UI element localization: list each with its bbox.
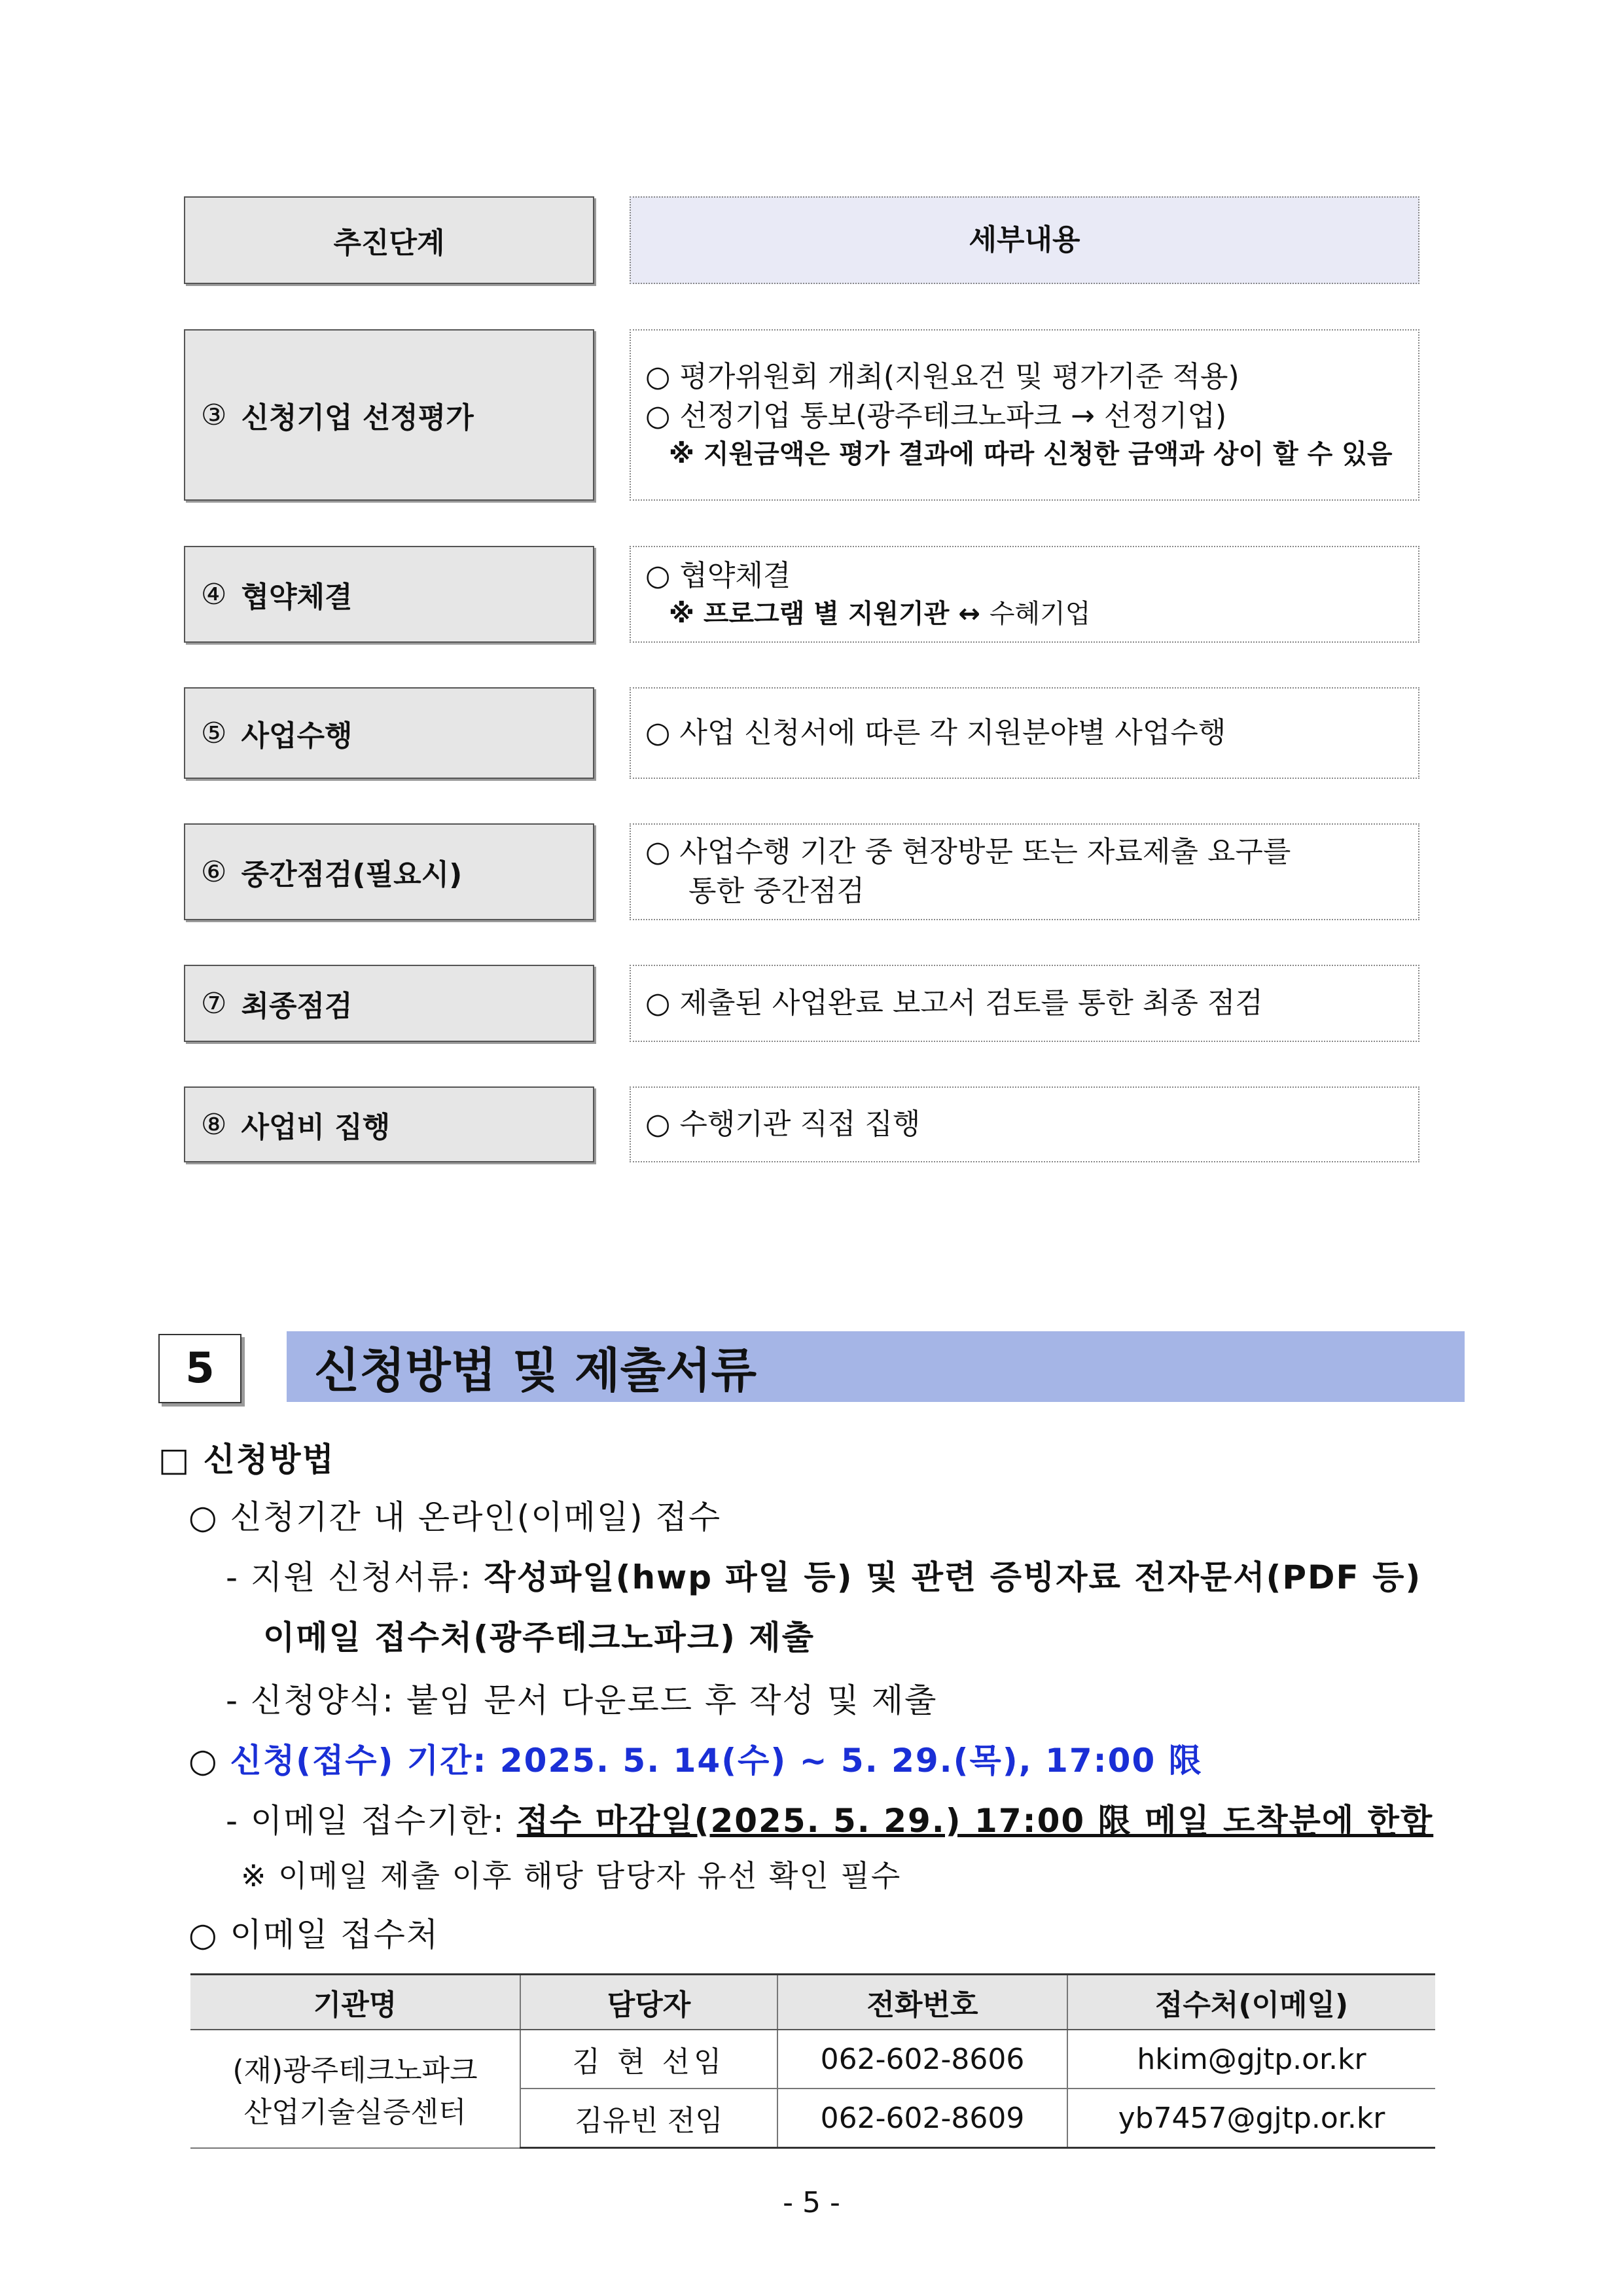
stage-number: ③ [201, 398, 227, 432]
method-line2-bold: 작성파일(hwp 파일 등) 및 관련 증빙자료 전자문서(PDF 등) [484, 1558, 1422, 1596]
stage-row-8 [184, 1086, 594, 1162]
stage-label: 사업수행 [241, 719, 353, 753]
contacts-header: 전화번호 [777, 1975, 1067, 2030]
period-line [188, 1734, 1203, 1782]
detail-header [630, 196, 1419, 284]
detail-item: ○ 제출된 사업완료 보고서 검토를 통한 최종 점검 [645, 986, 1263, 1020]
stage-label: 최종점검 [241, 990, 353, 1023]
stage-header-label: 추진단계 [333, 226, 445, 260]
section-title-bar [287, 1331, 1465, 1402]
phone-cell: 062-602-8609 [777, 2089, 1067, 2148]
stage-row-4 [184, 546, 594, 643]
phone-cell: 062-602-8606 [777, 2030, 1067, 2089]
detail-row-4 [630, 546, 1419, 643]
detail-row-3 [630, 329, 1419, 501]
org-cell [190, 2030, 520, 2148]
period-mark: ○ [188, 1742, 219, 1780]
email-heading: ○ 이메일 접수처 [188, 1916, 440, 1954]
section-number [158, 1334, 241, 1403]
period-text: 신청(접수) 기간: 2025. 5. 14(수) ~ 5. 29.(목), 17:00 限 [230, 1742, 1203, 1780]
detail-row-7 [630, 965, 1419, 1042]
org-name-line1: (재)광주테크노파크 [232, 2054, 478, 2088]
stage-row-5 [184, 687, 594, 779]
method-line4: - 신청양식: 붙임 문서 다운로드 후 작성 및 제출 [226, 1681, 938, 1719]
method-line3: 이메일 접수처(광주테크노파크) 제출 [263, 1619, 815, 1657]
email-cell[interactable]: yb7457@gjtp.or.kr [1067, 2089, 1435, 2148]
stage-header [184, 196, 594, 284]
detail-header-label: 세부내용 [969, 223, 1080, 257]
deadline-note: ※ 이메일 제출 이후 해당 담당자 유선 확인 필수 [241, 1858, 902, 1893]
section-title: 신청방법 및 제출서류 [314, 1343, 757, 1398]
detail-row-8 [630, 1086, 1419, 1162]
detail-item: ○ 사업수행 기간 중 현장방문 또는 자료제출 요구를 [645, 835, 1291, 869]
contacts-header-row [190, 1975, 1435, 2030]
deadline-bold: 접수 마감일(2025. 5. 29.) 17:00 限 메일 도착분에 한함 [516, 1802, 1434, 1840]
detail-row-5 [630, 687, 1419, 779]
contacts-header: 담당자 [520, 1975, 777, 2030]
detail-item: ○ 선정기업 통보(광주테크노파크 → 선정기업) [645, 399, 1227, 433]
detail-note [645, 596, 1404, 632]
method-line2 [226, 1551, 1421, 1598]
method-heading: □ 신청방법 [158, 1441, 335, 1479]
detail-note-bold: ※ 프로그램 별 지원기관 ↔ [669, 599, 980, 629]
person-cell: 김 현 선임 [520, 2030, 777, 2089]
deadline-plain: - 이메일 접수기한: [226, 1802, 505, 1840]
detail-item: ○ 협약체결 [645, 559, 791, 592]
method-line2-plain: - 지원 신청서류: [226, 1558, 473, 1596]
org-name-line2: 산업기술실증센터 [243, 2096, 467, 2130]
detail-item-continuation: 통한 중간점검 [688, 874, 865, 908]
stage-row-6 [184, 823, 594, 920]
stage-number: ④ [201, 577, 227, 611]
section-number-text: 5 [185, 1344, 215, 1393]
stage-label: 신청기업 선정평가 [241, 401, 474, 435]
detail-item: ○ 사업 신청서에 따른 각 지원분야별 사업수행 [645, 716, 1226, 749]
stage-label: 사업비 집행 [241, 1111, 391, 1144]
page-number: - 5 - [783, 2186, 840, 2219]
table-row [190, 2030, 1435, 2089]
email-cell[interactable]: hkim@gjtp.or.kr [1067, 2030, 1435, 2089]
detail-item: ○ 평가위원회 개최(지원요건 및 평가기준 적용) [645, 360, 1240, 393]
contacts-header: 기관명 [190, 1975, 520, 2030]
stage-number: ⑧ [201, 1107, 227, 1141]
detail-note-plain: 수혜기업 [989, 599, 1091, 629]
stage-label: 협약체결 [241, 581, 353, 614]
person-cell: 김유빈 전임 [520, 2089, 777, 2148]
stage-row-7 [184, 965, 594, 1042]
method-line1: ○ 신청기간 내 온라인(이메일) 접수 [188, 1498, 722, 1536]
detail-item: ○ 수행기관 직접 집행 [645, 1107, 921, 1141]
stage-number: ⑦ [201, 986, 227, 1020]
detail-note: ※ 지원금액은 평가 결과에 따라 신청한 금액과 상이 할 수 있음 [669, 439, 1393, 469]
stage-number: ⑤ [201, 716, 227, 750]
contacts-header: 접수처(이메일) [1067, 1975, 1435, 2030]
stage-label: 중간점검(필요시) [241, 858, 463, 891]
deadline-line [226, 1795, 1433, 1842]
stage-number: ⑥ [201, 855, 227, 889]
detail-row-6 [630, 823, 1419, 920]
stage-row-3 [184, 329, 594, 501]
contacts-table [190, 1973, 1435, 2149]
